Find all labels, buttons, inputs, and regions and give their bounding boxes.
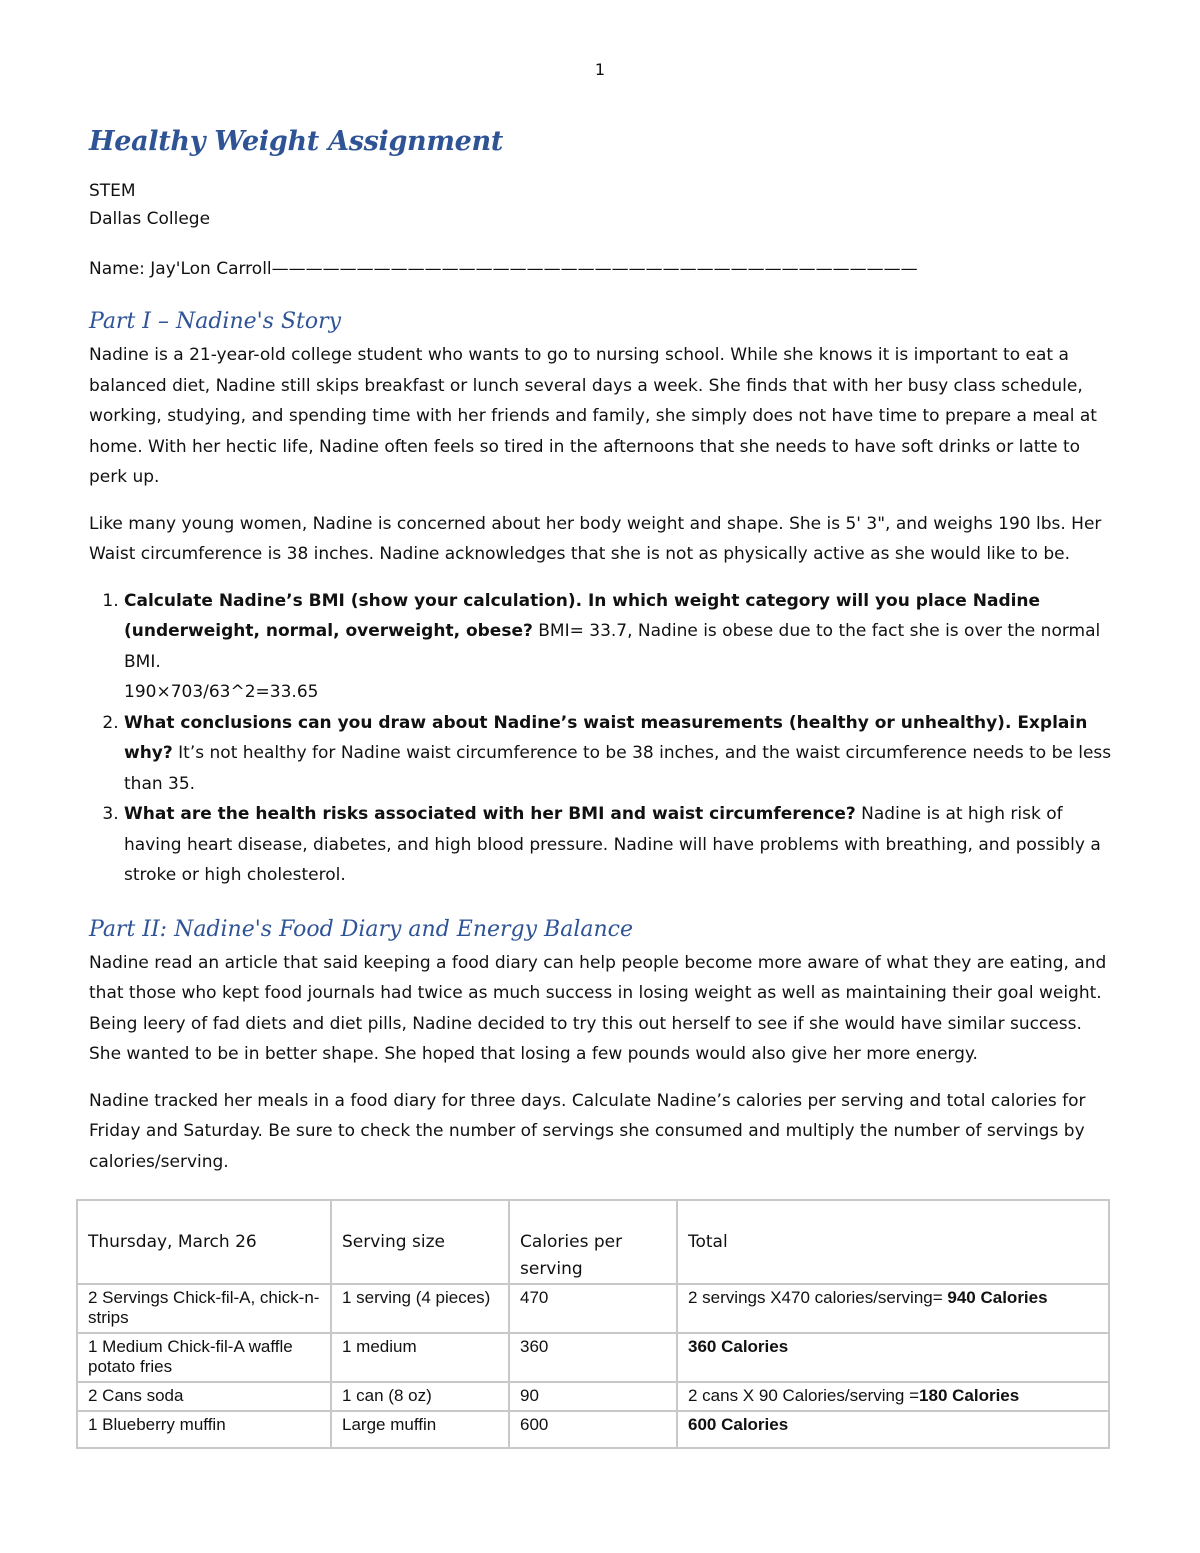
student-name-line: Name: Jay'Lon Carroll—————————————————————————————————————— xyxy=(89,259,918,279)
question-text: What are the health risks associated with her BMI and waist circumference? xyxy=(124,804,856,824)
part1-paragraph-2: Like many young women, Nadine is concerned about her body weight and shape. She is 5' 3", and weighs 190 lbs. Her Waist circumference is 38 inches. Nadine acknowledges that she is not as physically active as she would like to be. xyxy=(89,513,1102,564)
document-body xyxy=(89,126,1119,1193)
part2-heading: Part II: Nadine's Food Diary and Energy Balance xyxy=(89,916,634,942)
total-calories: 600 Calories xyxy=(688,1415,789,1434)
serving-cell: Large muffin xyxy=(331,1411,509,1448)
answer-text: It’s not healthy for Nadine waist circumference to be 38 inches, and the waist circumference needs to be less than 35. xyxy=(124,743,1112,794)
answer-text: Nadine is at high risk of having heart disease, diabetes, and high blood pressure. Nadine will have problems with breathing, and possibly a stroke or high cholesterol. xyxy=(124,804,1101,885)
total-formula: 2 cans X 90 Calories/serving = xyxy=(688,1386,920,1405)
food-cell: 1 Blueberry muffin xyxy=(77,1411,331,1448)
total-formula: 2 servings X470 calories/serving= xyxy=(688,1288,948,1307)
answer-calculation: 190×703/63^2=33.65 xyxy=(124,682,319,702)
question-item xyxy=(124,799,1119,891)
table-row xyxy=(77,1411,1109,1448)
food-cell: 2 Cans soda xyxy=(77,1382,331,1411)
header-total: Total xyxy=(677,1200,1109,1284)
table-row xyxy=(77,1382,1109,1411)
page-number: 1 xyxy=(594,60,606,79)
calories-cell: 600 xyxy=(509,1411,677,1448)
total-cell xyxy=(677,1382,1109,1411)
total-calories: 180 Calories xyxy=(919,1386,1020,1405)
food-diary-table xyxy=(76,1199,1110,1449)
calories-cell: 90 xyxy=(509,1382,677,1411)
part1-paragraph-1: Nadine is a 21-year-old college student who wants to go to nursing school. While she knows it is important to eat a balanced diet, Nadine still skips breakfast or lunch several days a week. She finds that with her busy class schedule, working, studying, and spending time with her friends and family, she simply does not have time to prepare a meal at home. With her hectic life, Nadine often feels so tired in the afternoons that she needs to have soft drinks or latte to perk up. xyxy=(89,345,1097,487)
part2-paragraph-1: Nadine read an article that said keeping a food diary can help people become more aware of what they are eating, and that those who kept food journals had twice as much success in losing weight as well as maintaining their goal weight. Being leery of fad diets and diet pills, Nadine decided to try this out herself to see if she would have similar success. She wanted to be in better shape. She hoped that losing a few pounds would also give her more energy. xyxy=(89,952,1107,1064)
question-text: What conclusions can you draw about Nadine’s waist measurements (healthy or unhealthy). Explain why? xyxy=(124,712,1088,763)
header-day: Thursday, March 26 xyxy=(77,1200,331,1284)
question-item xyxy=(124,708,1119,800)
college-line: Dallas College xyxy=(89,209,211,229)
calories-cell: 470 xyxy=(509,1284,677,1333)
total-cell xyxy=(677,1333,1109,1382)
total-cell xyxy=(677,1411,1109,1448)
serving-cell: 1 serving (4 pieces) xyxy=(331,1284,509,1333)
header-calories-per-serving: Calories per serving xyxy=(509,1200,677,1284)
answer-text: BMI= 33.7, Nadine is obese due to the fact she is over the normal BMI. xyxy=(124,621,1101,672)
table-header-row xyxy=(77,1200,1109,1284)
total-cell xyxy=(677,1284,1109,1333)
header-serving-size: Serving size xyxy=(331,1200,509,1284)
total-calories: 940 Calories xyxy=(947,1288,1048,1307)
part2-paragraph-2: Nadine tracked her meals in a food diary for three days. Calculate Nadine’s calories per serving and total calories for Friday and Saturday. Be sure to check the number of servings she consumed and multiply the number of servings by calories/serving. xyxy=(89,1090,1086,1172)
question-text: Calculate Nadine’s BMI (show your calculation). In which weight category will you place Nadine (underweight, normal, overweight, obese? xyxy=(124,590,1041,641)
question-list xyxy=(89,586,1119,891)
serving-cell: 1 can (8 oz) xyxy=(331,1382,509,1411)
part1-heading: Part I – Nadine's Story xyxy=(89,309,342,334)
food-cell: 1 Medium Chick-fil-A waffle potato fries xyxy=(77,1333,331,1382)
food-cell: 2 Servings Chick-fil-A, chick-n-strips xyxy=(77,1284,331,1333)
total-calories: 360 Calories xyxy=(688,1337,789,1356)
serving-cell: 1 medium xyxy=(331,1333,509,1382)
calories-cell: 360 xyxy=(509,1333,677,1382)
table-row xyxy=(77,1333,1109,1382)
subject-line: STEM xyxy=(89,181,136,201)
table-row xyxy=(77,1284,1109,1333)
question-item xyxy=(124,586,1119,708)
document-title: Healthy Weight Assignment xyxy=(89,126,504,157)
